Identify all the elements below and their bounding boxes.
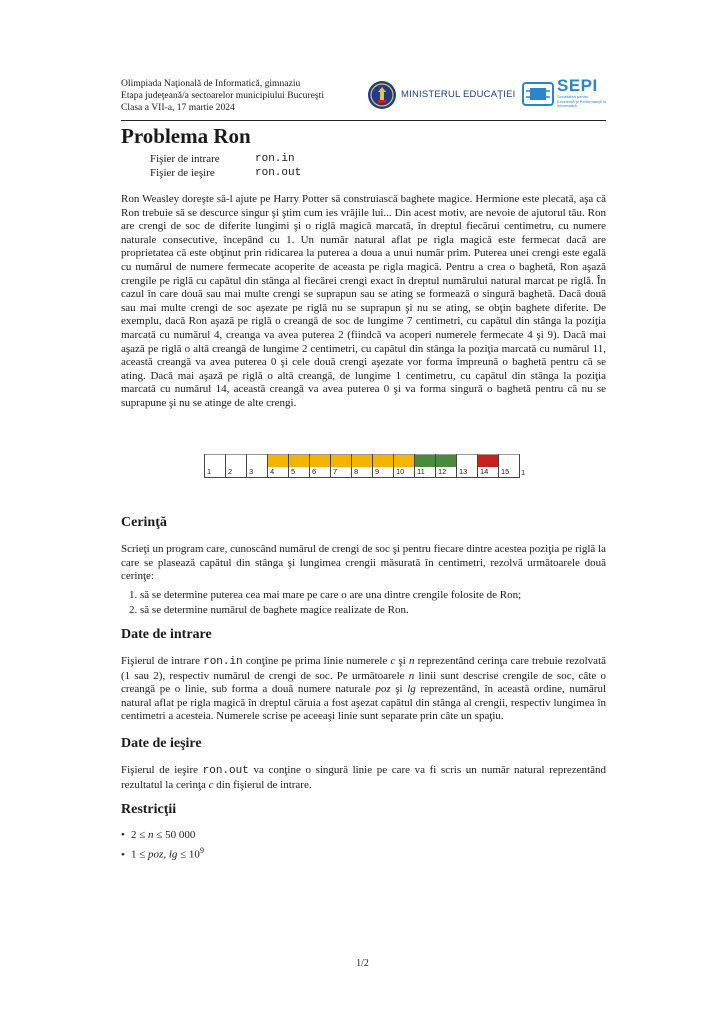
ruler-cell xyxy=(372,454,393,478)
var-n: n xyxy=(408,669,415,682)
ruler-cell-label: 3 xyxy=(249,467,254,476)
ruler-cell-color xyxy=(394,454,414,467)
ruler-cell-color xyxy=(310,454,330,467)
ruler-cell-label: 15 xyxy=(501,467,510,476)
restrictions-heading: Restricţii xyxy=(121,802,177,817)
ruler-cell-color xyxy=(499,454,519,467)
text-fragment: ≤ 50 000 xyxy=(153,829,196,841)
input-file-row xyxy=(150,153,301,167)
var-lg: lg xyxy=(407,683,416,696)
output-file-label: Fişier de ieşire xyxy=(150,166,215,179)
ruler-cell-label: 13 xyxy=(459,467,468,476)
ruler-cell-label: 4 xyxy=(270,467,275,476)
sepi-wordmark: SEPI xyxy=(557,76,598,95)
text-fragment: Fişierul de intrare xyxy=(121,655,204,667)
ruler-cell-label: 2 xyxy=(228,467,233,476)
ruler-cell xyxy=(225,454,246,478)
restriction-item-1 xyxy=(131,828,204,843)
output-file-name: ron.out xyxy=(255,166,302,179)
input-description xyxy=(121,655,606,724)
ruler-cell xyxy=(393,454,414,478)
ruler-cell-color xyxy=(247,454,267,467)
ruler-cell xyxy=(330,454,351,478)
ruler-cell-color xyxy=(268,454,288,467)
text-fragment: reprezentând, în această ordine, numărul natural aflat pe rigla magică în dreptul căruia a fost aşezat capătul din stânga al crengii, respectiv lungimea în centimetri a acesteia. Numerele scrise pe aceeaşi linie sunt separate prin câte un spaţiu. xyxy=(121,683,607,723)
io-files xyxy=(150,153,301,180)
ruler-cell xyxy=(414,454,435,478)
contest-class-date: Clasa a VII-a, 17 martie 2024 xyxy=(121,102,235,114)
ruler-cell-color xyxy=(289,454,309,467)
input-file-label: Fişier de intrare xyxy=(150,153,220,165)
ruler-cell xyxy=(519,454,526,478)
output-file-ref: ron.out xyxy=(202,765,249,777)
text-fragment: conţine pe prima linie numerele xyxy=(242,655,391,667)
ruler-cell-label: 6 xyxy=(312,467,317,476)
circuit-board-icon xyxy=(521,77,555,111)
ruler-cell xyxy=(204,454,225,478)
page-number: 1/2 xyxy=(356,958,369,969)
ruler-cell-label: 1 xyxy=(207,467,212,476)
problem-title: Problema Ron xyxy=(121,124,251,148)
ruler-cell-color xyxy=(478,454,498,467)
contest-info xyxy=(121,78,324,115)
output-description xyxy=(121,764,606,792)
restriction-item-2 xyxy=(131,843,204,863)
ruler-cell-color xyxy=(205,454,225,467)
var-n: n xyxy=(148,829,154,841)
exponent: 9 xyxy=(199,846,204,855)
text-fragment: 1 ≤ xyxy=(131,848,149,861)
ruler-cell xyxy=(477,454,498,478)
ruler-cell-label: 7 xyxy=(333,467,338,476)
input-file-name: ron.in xyxy=(255,153,295,165)
text-fragment: din fişierul de intrare. xyxy=(213,778,312,791)
requirement-heading: Cerinţă xyxy=(121,515,167,530)
ruler-cell-label: 5 xyxy=(291,467,296,476)
ruler-cell-color xyxy=(436,454,456,467)
text-fragment: 2 ≤ xyxy=(131,829,149,841)
text-fragment: reprezentând cerinţa care trebuie rezolvată (1 sau 2), respectiv numărul de crengi de soc. Pe următoarele xyxy=(121,655,607,682)
text-fragment: va conţine o singură linie pe care va fi scris un număr natural reprezentând rezultatul la cerinţa xyxy=(121,764,606,791)
var-poz: poz xyxy=(375,683,391,696)
ruler-cell-label: 14 xyxy=(480,467,489,476)
var-c: c xyxy=(208,778,214,791)
sepi-logo xyxy=(521,77,607,113)
input-file-ref: ron.in xyxy=(203,656,243,668)
input-heading: Date de intrare xyxy=(121,627,212,642)
ruler-cell-color xyxy=(457,454,477,467)
ruler-cell-color xyxy=(226,454,246,467)
ruler-cell-label: 1 xyxy=(521,468,526,477)
ruler-cell xyxy=(309,454,330,478)
requirement-item-1: 1. să se determine puterea cea mai mare pe care o are una dintre crengile folosite de Ron; xyxy=(140,588,625,603)
ruler-cell xyxy=(351,454,372,478)
ruler-cell-label: 12 xyxy=(438,467,447,476)
text-fragment: ≤ 10 xyxy=(177,848,200,861)
header-divider xyxy=(121,120,606,121)
sepi-subtitle: Societatea pentru Excelenţă şi Performanţă în Informatică xyxy=(557,94,607,108)
ruler-cell-label: 9 xyxy=(375,467,380,476)
var-c: c xyxy=(390,655,396,667)
ruler-cell xyxy=(246,454,267,478)
ruler-cell-color xyxy=(415,454,435,467)
text-fragment: Fişierul de ieşire xyxy=(121,764,203,776)
var-poz-lg: poz, lg xyxy=(148,848,178,861)
magic-ruler-diagram xyxy=(204,454,526,478)
ruler-cell xyxy=(456,454,477,478)
requirement-list xyxy=(121,588,625,617)
text-fragment: linii sunt descrise crengile de soc, câte o creangă pe o linie, sub forma a două numere naturale xyxy=(121,669,606,696)
output-file-row xyxy=(150,167,301,181)
problem-statement: Ron Weasley doreşte să-l ajute pe Harry Potter să construiască baghete magice. Hermione este plecată, aşa că Ron trebuie să se descurce singur şi ştim cum ies vrăjile lui... Din acest motiv, are nevoie de ajutorul tău. Ron are crengi de soc de diferite lungimi şi o riglă magică marcată, în dreptul fiecărui centimetru, cu numere naturale consecutive, începând cu 1. Un număr natural aflat pe rigla magică este fermecat dacă are proprietatea că este obţinut prin ridicarea la puterea a doua a unui număr prim. Puterea unei crengi este egală cu numărul de numere fermecate acoperite de aceasta pe rigla magică. Pentru a crea o baghetă, Ron aşază crengile pe riglă cu capătul din stânga al fiecărei crengi exact în dreptul numărului natural marcat pe riglă. În cazul în care două sau mai multe crengi se suprapun sau se ating se formează o singură baghetă. Dacă două sau mai multe crengi de soc aşezate pe riglă nu se suprapun şi nu se ating, se obţin baghete diferite. De exemplu, dacă Ron aşază pe riglă o creangă de soc de lungime 7 centimetri, cu capătul din stânga la poziţia marcată cu numărul 4, creanga va avea puterea 2 (fiindcă va acoperi numerele fermecate 4 şi 9). Dacă mai aşază pe riglă o altă creangă de lungime 2 centimetri, cu capătul din stânga la poziţia marcată cu numărul 11, această creangă va avea puterea 0 şi cele două crengi aşezate vor forma împreună o baghetă pentru că se ating. Dacă mai aşază pe riglă o altă creangă, de lungime 1 centimetru, cu capătul din stânga la poziţia marcată cu numărul 14, această creangă va avea puterea 0 şi va forma singură o baghetă pentru că nu se suprapune şi nu se atinge de alte crengi. xyxy=(121,193,606,409)
ruler-cell-label: 8 xyxy=(354,467,359,476)
text-fragment: şi xyxy=(395,655,409,667)
ministry-name: MINISTERUL EDUCAŢIEI xyxy=(401,89,516,100)
requirement-item-2: 2. să se determine numărul de baghete magice realizate de Ron. xyxy=(140,603,625,618)
ruler-cell-color xyxy=(373,454,393,467)
ruler-cell-color xyxy=(352,454,372,467)
contest-stage: Etapa judeţeană/a sectoarelor municipiului Bucureşti xyxy=(121,90,324,102)
ruler-cell xyxy=(498,454,519,478)
restrictions-list xyxy=(121,828,204,863)
output-heading: Date de ieşire xyxy=(121,736,202,751)
text-fragment: şi xyxy=(390,683,408,696)
ruler-cell-label: 11 xyxy=(417,467,425,476)
ruler-cell-color xyxy=(520,454,523,466)
contest-name: Olimpiada Naţională de Informatică, gimnaziu xyxy=(121,78,301,89)
ruler-cell xyxy=(267,454,288,478)
var-n: n xyxy=(408,655,415,667)
ruler-cell xyxy=(288,454,309,478)
romania-crest-icon xyxy=(367,80,397,110)
ministry-logo xyxy=(367,80,517,110)
requirement-text: Scrieţi un program care, cunoscând numărul de crengi de soc şi pentru fiecare dintre acestea poziţia pe riglă la care se plasează capătul din stânga şi lungimea crengii măsurată în centimetri, rezolvă următoarele două cerinţe: xyxy=(121,543,606,583)
ruler-cell-color xyxy=(331,454,351,467)
ruler-cell xyxy=(435,454,456,478)
ruler-cell-label: 10 xyxy=(396,467,405,476)
